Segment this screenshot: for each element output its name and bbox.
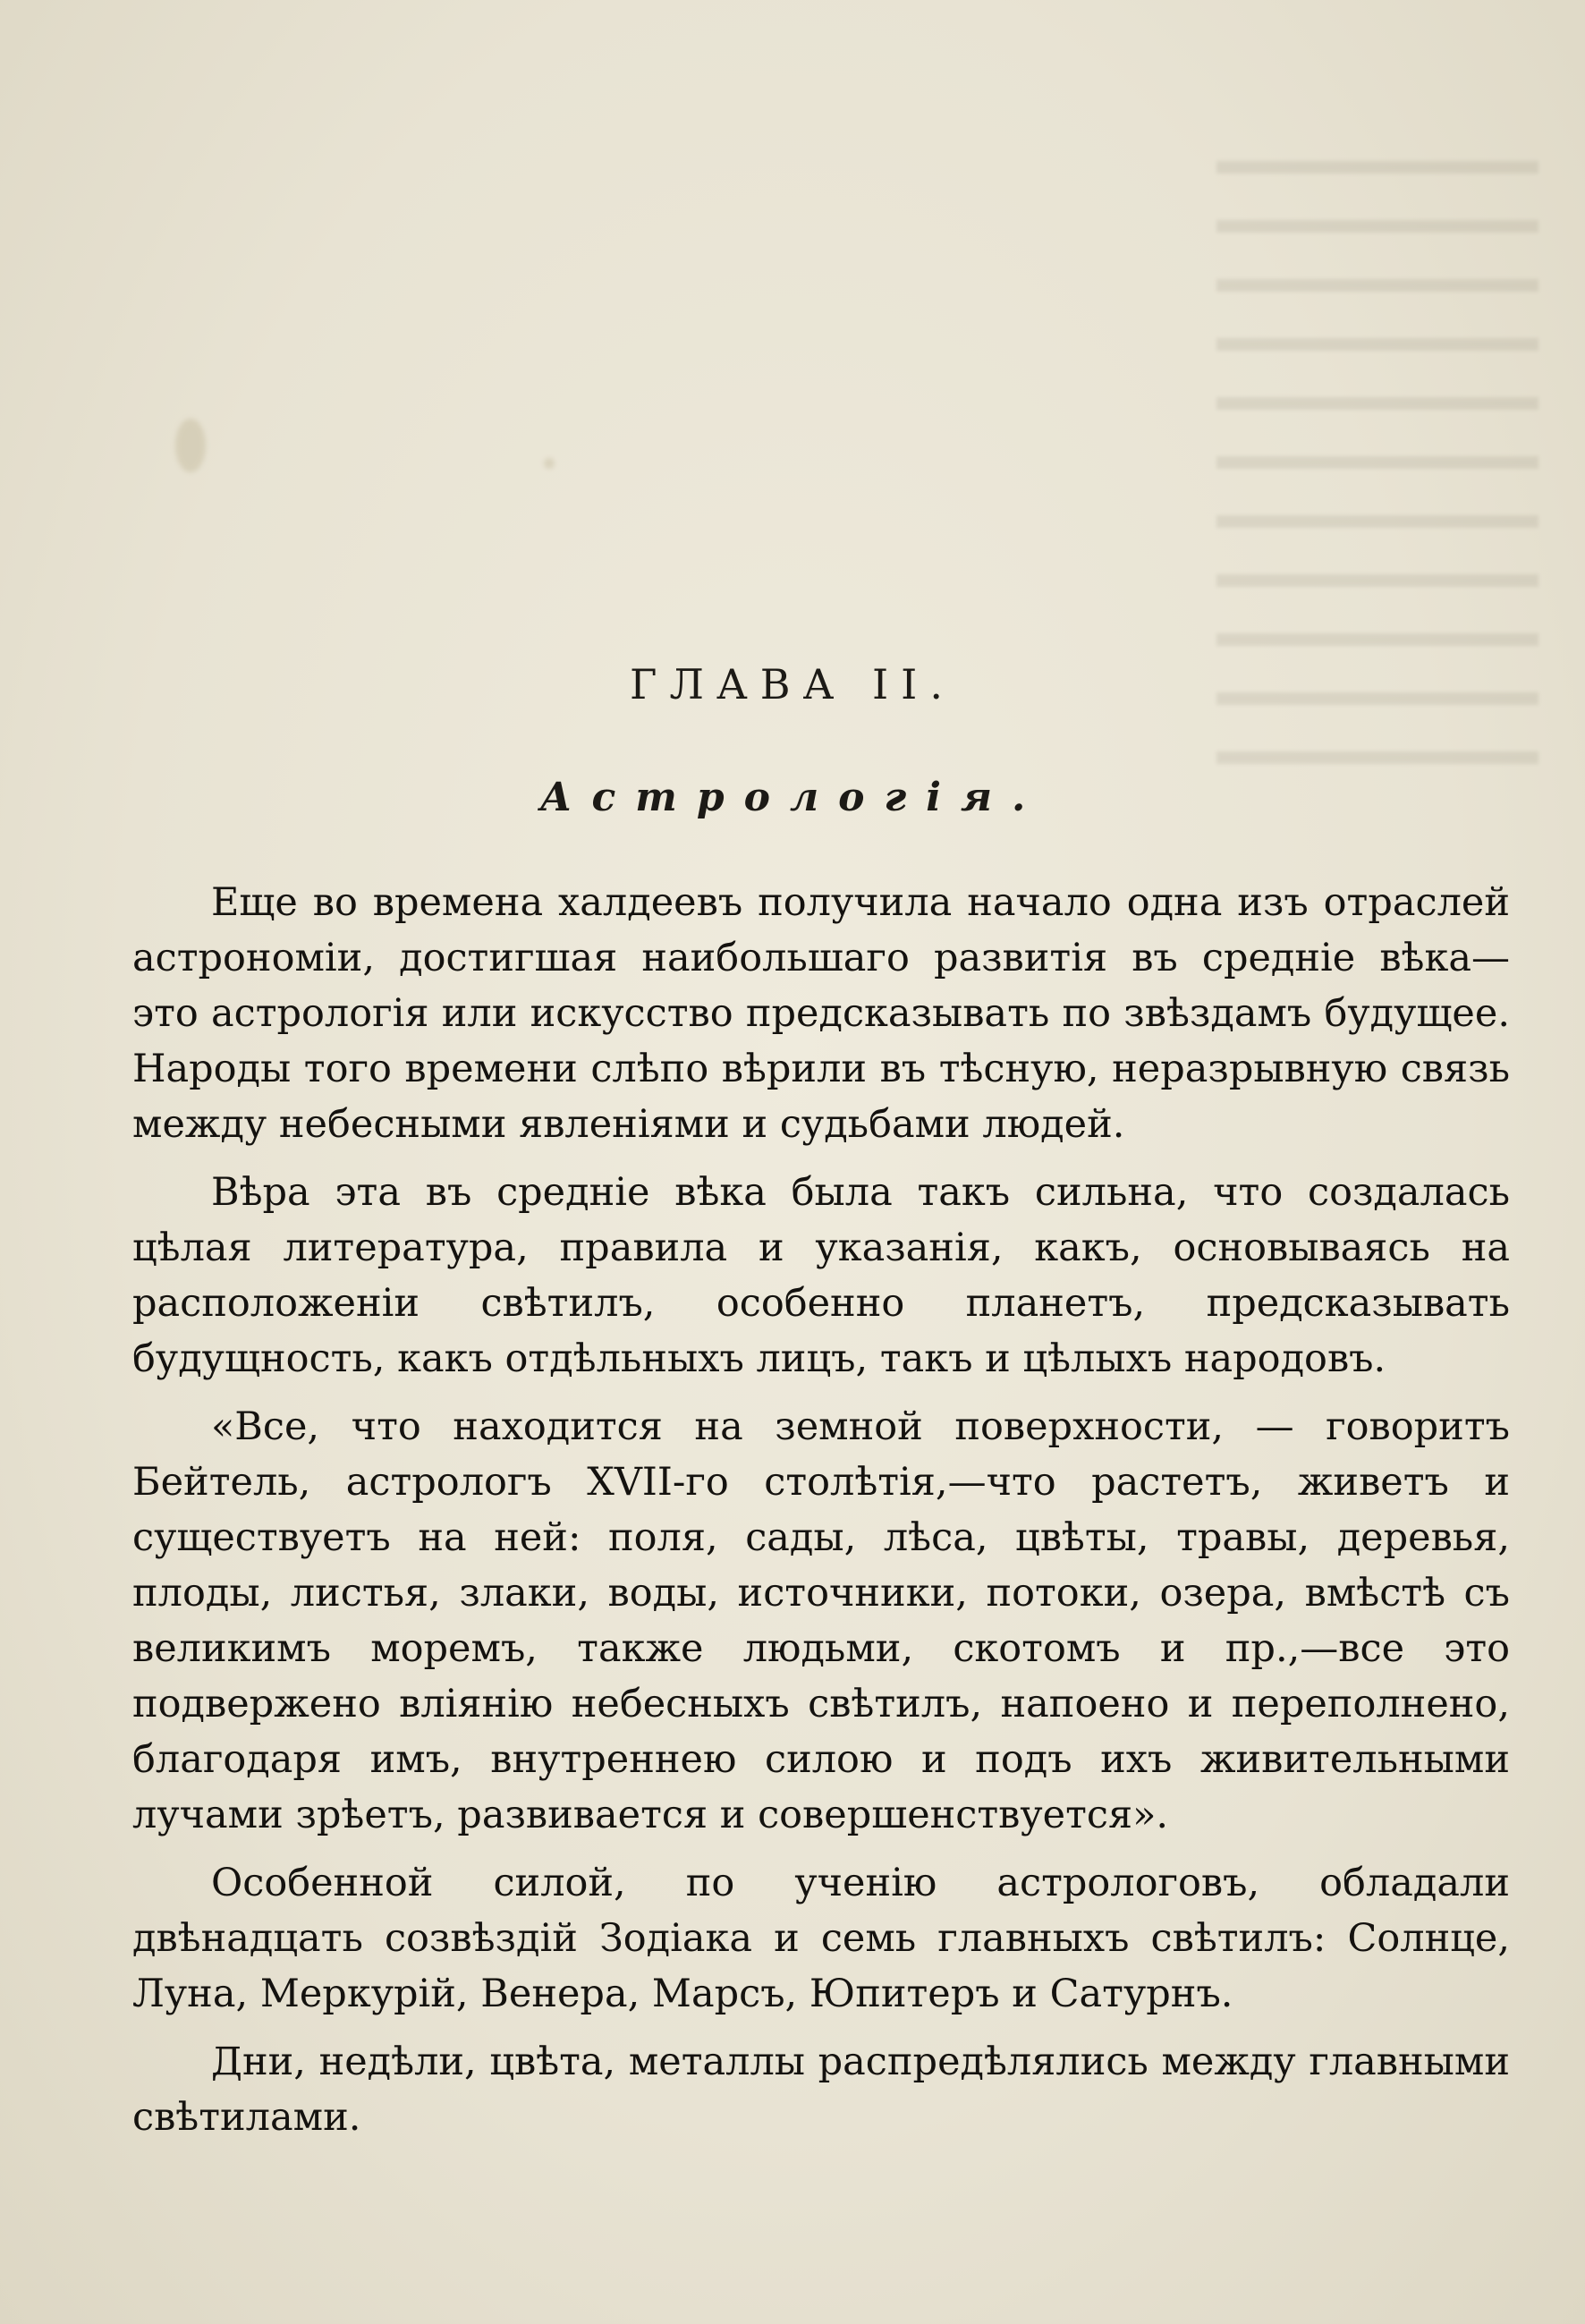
paragraph-4: Особенной силой, по ученію астрологовъ, обладали двѣнадцать созвѣздій Зодіака и семь главныхъ свѣтилъ: Солнце, Луна, Меркурій, Венера, Марсъ, Юпитеръ и Сатурнъ. bbox=[132, 1861, 1510, 2016]
paragraph-1: Еще во времена халдеевъ получила начало одна изъ отраслей астрономіи, достигшая наибольшаго развитія въ средніе вѣка— это астрологія или искусство предсказывать по звѣздамъ будущее. Народы того времени слѣпо вѣрили въ тѣсную, неразрывную связь между небесными явленіями и судьбами людей. bbox=[132, 880, 1510, 1147]
chapter-subtitle: Астрологія. bbox=[539, 775, 1046, 820]
paragraph-3: «Все, что находится на земной поверхности, — говоритъ Бейтель, астрологъ XVII-го столѣтія,—что растетъ, живетъ и существуетъ на ней: поля, сады, лѣса, цвѣты, травы, деревья, плоды, листья, злаки, воды, источники, потоки, озера, вмѣстѣ съ великимъ моремъ, также людьми, скотомъ и пр.,—все это подвержено вліянію небесныхъ свѣтилъ, напоено и переполнено, благодаря имъ, внутреннею силою и подъ ихъ живительными лучами зрѣетъ, развивается и совершенствуется». bbox=[132, 1404, 1510, 1837]
body-text bbox=[132, 875, 1510, 2158]
paragraph-5: Дни, недѣли, цвѣта, металлы распредѣлялись между главными свѣтилами. bbox=[132, 2040, 1510, 2140]
paragraph-2: Вѣра эта въ средніе вѣка была такъ сильна, что создалась цѣлая литература, правила и указанія, какъ, основываясь на расположеніи свѣтилъ, особенно планетъ, предсказывать будущность, какъ отдѣльныхъ лицъ, такъ и цѣлыхъ народовъ. bbox=[132, 1170, 1510, 1381]
chapter-heading: ГЛАВА II. bbox=[630, 660, 955, 708]
